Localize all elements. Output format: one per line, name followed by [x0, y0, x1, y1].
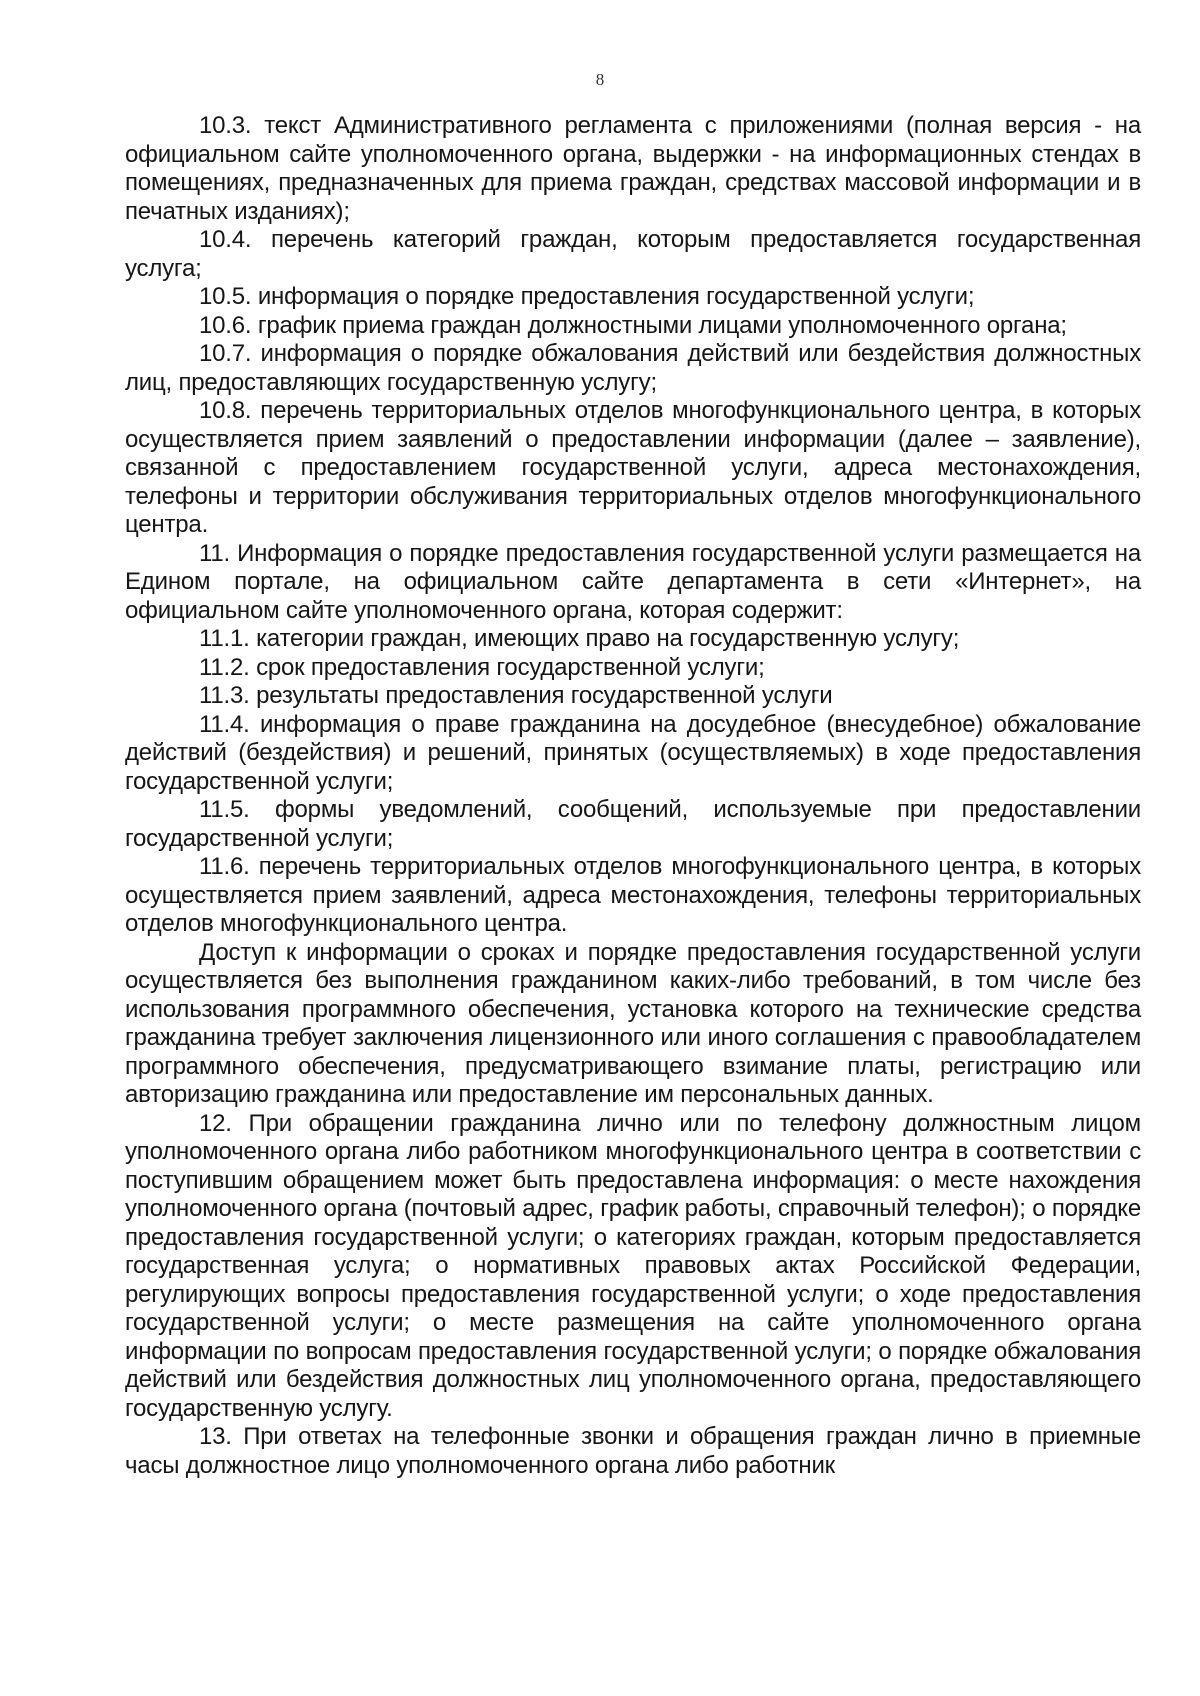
paragraph-10-6: 10.6. график приема граждан должностными лицами уполномоченного органа;	[199, 311, 1067, 339]
paragraph-11-2: 11.2. срок предоставления государственной услуги;	[199, 653, 765, 681]
paragraph-10-7: 10.7. информация о порядке обжалования действий или бездействия должностных лиц, предоставляющих государственную услугу;	[125, 340, 1141, 396]
paragraph-access-info: Доступ к информации о сроках и порядке предоставления государственной услуги осуществляется без выполнения гражданином каких-либо требований, в том числе без использования программного обеспечения, установка которого на технические средства гражданина требует заключения лицензионного или иного соглашения с правообладателем программного обеспечения, предусматривающего взимание платы, регистрацию или авторизацию гражданина или предоставление им персональных данных.	[125, 938, 1141, 1108]
page-number: 8	[595, 70, 605, 89]
paragraph-13: 13. При ответах на телефонные звонки и обращения граждан лично в приемные часы должностное лицо уполномоченного органа либо работник	[125, 1423, 1141, 1479]
paragraph-11-3: 11.3. результаты предоставления государственной услуги	[199, 682, 833, 709]
paragraph-11-1: 11.1. категории граждан, имеющих право на государственную услугу;	[199, 625, 960, 652]
paragraph-11-5: 11.5. формы уведомлений, сообщений, используемые при предоставлении государственной услуги;	[125, 796, 1141, 852]
paragraph-11-4: 11.4. информация о праве гражданина на досудебное (внесудебное) обжалование действий (бездействия) и решений, принятых (осуществляемых) в ходе предоставления государственной услуги;	[125, 710, 1141, 795]
paragraph-11: 11. Информация о порядке предоставления государственной услуги размещается на Едином портале, на официальном сайте департамента в сети «Интернет», на официальном сайте уполномоченного органа, которая содержит:	[125, 539, 1141, 624]
paragraph-12: 12. При обращении гражданина лично или по телефону должностным лицом уполномоченного органа либо работником многофункционального центра в соответствии с поступившим обращением может быть предоставлена информация: о месте нахождения уполномоченного органа (почтовый адрес, график работы, справочный телефон); о порядке предоставления государственной услуги; о категориях граждан, которым предоставляется государственная услуга; о нормативных правовых актах Российской Федерации, регулирующих вопросы предоставления государственной услуги; о ходе предоставления государственной услуги; о месте размещения на сайте уполномоченного органа информации по вопросам предоставления государственной услуги; о порядке обжалования действий или бездействия должностных лиц уполномоченного органа, предоставляющего государственную услугу.	[125, 1109, 1141, 1422]
paragraph-10-4: 10.4. перечень категорий граждан, которым предоставляется государственная услуга;	[125, 226, 1141, 282]
document-body	[125, 112, 1141, 1480]
paragraph-10-5: 10.5. информация о порядке предоставления государственной услуги;	[199, 283, 975, 310]
paragraph-10-3: 10.3. текст Административного регламента с приложениями (полная версия - на официальном сайте уполномоченного органа, выдержки - на информационных стендах в помещениях, предназначенных для приема граждан, средствах массовой информации и в печатных изданиях);	[125, 112, 1141, 225]
paragraph-11-6: 11.6. перечень территориальных отделов многофункционального центра, в которых осуществляется прием заявлений, адреса местонахождения, телефоны территориальных отделов многофункционального центра.	[125, 853, 1141, 937]
paragraph-10-8: 10.8. перечень территориальных отделов многофункционального центра, в которых осуществляется прием заявлений о предоставлении информации (далее – заявление), связанной с предоставлением государственной услуги, адреса местонахождения, телефоны и территории обслуживания территориальных отделов многофункционального центра.	[125, 397, 1141, 538]
